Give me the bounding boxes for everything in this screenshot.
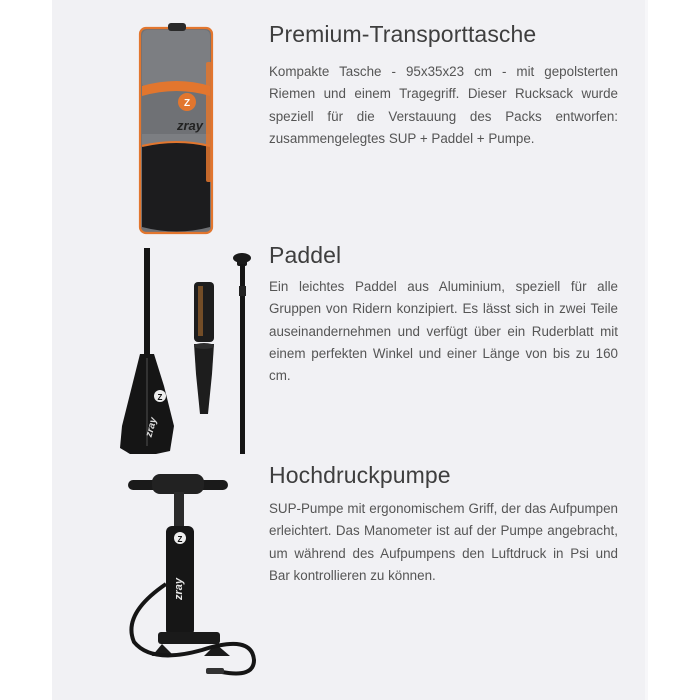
paddle-title: Paddel — [269, 242, 342, 268]
product-features-panel — [52, 0, 648, 700]
feature-pump — [52, 460, 648, 700]
paddle-icon — [82, 246, 267, 460]
pump-text — [269, 460, 618, 587]
svg-text:Z: Z — [177, 535, 183, 544]
paddle-text — [269, 240, 618, 387]
pump-icon — [82, 464, 267, 684]
transport-bag-text — [269, 19, 618, 150]
pump-description: SUP-Pumpe mit ergonomischem Griff, der das Aufpumpen erleichtert. Das Manometer ist auf der Pumpe angebracht, um während des Aufpumpens den Luftdruck in Psi und Bar kontrollieren zu können. — [269, 501, 618, 583]
svg-text:Z: Z — [183, 98, 191, 109]
paddle-image — [82, 246, 267, 460]
pump-brand-label: zray — [173, 577, 185, 601]
pump-image — [82, 464, 267, 684]
backpack-icon — [82, 22, 267, 237]
feature-transport-bag — [52, 0, 648, 240]
paddle-description: Ein leichtes Paddel aus Aluminium, speziell für alle Gruppen von Ridern konzipiert. Es lässt sich in zwei Teile auseinandernehmen und verfügt über ein Ruderblatt mit einem perfekten Winkel und einer Länge von bis zu 160 cm. — [269, 279, 618, 384]
paddle-brand-label: zray — [143, 416, 160, 439]
svg-text:Z: Z — [157, 393, 163, 402]
feature-paddle — [52, 240, 648, 460]
panel-edge — [645, 0, 648, 700]
pump-title: Hochdruckpumpe — [269, 462, 451, 488]
transport-bag-description: Kompakte Tasche - 95x35x23 cm - mit gepolsterten Riemen und einem Tragegriff. Dieser Rucksack wurde speziell für die Verstauung des Packs entworfen: zusammengelegtes SUP + Paddel + Pumpe. — [269, 64, 618, 146]
transport-bag-image — [82, 22, 267, 237]
transport-bag-title: Premium-Transporttasche — [269, 21, 537, 47]
bag-brand-label: zray — [176, 118, 204, 133]
